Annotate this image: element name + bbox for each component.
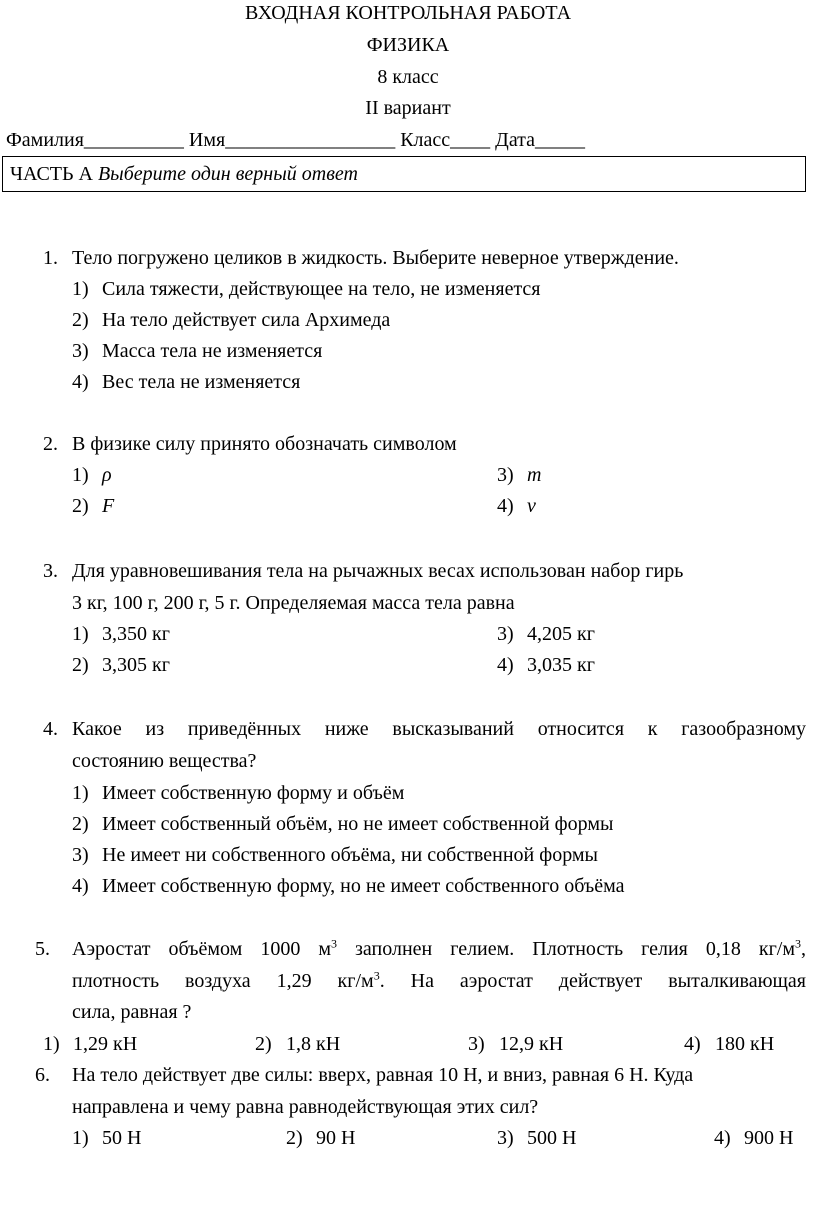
option-text: Вес тела не изменяется xyxy=(102,371,301,393)
option-text: 90 Н xyxy=(316,1127,356,1149)
part-label: ЧАСТЬ А xyxy=(10,163,93,185)
grade: 8 класс xyxy=(377,66,439,88)
option-number: 2) xyxy=(72,654,89,676)
question-text-line-2: направлена и чему равна равнодействующая этих сил? xyxy=(72,1096,539,1118)
option-text: Имеет собственную форму и объём xyxy=(102,782,405,804)
option-text: Сила тяжести, действующее на тело, не изменяется xyxy=(102,278,541,300)
question-text-line-1: Аэростат объёмом 1000 $м^3$ заполнен гелием. Плотность гелия 0,18 $кг/м^3$, xyxy=(72,936,807,960)
option-text: 900 Н xyxy=(744,1127,794,1149)
option-number: 4) xyxy=(684,1033,701,1055)
question-number: 6. xyxy=(35,1064,50,1086)
question-text-line-2: состоянию вещества? xyxy=(72,750,257,772)
option-text: Имеет собственный объём, но не имеет собственной формы xyxy=(102,813,614,835)
option-text: 180 кН xyxy=(715,1033,775,1055)
option-number: 1) xyxy=(72,623,89,645)
part-a-heading xyxy=(10,163,358,186)
option-number: 3) xyxy=(497,623,514,645)
option-text: 50 Н xyxy=(102,1127,142,1149)
option-text: ρ xyxy=(102,464,112,486)
question-text-line-1: Для уравновешивания тела на рычажных весах использован набор гирь xyxy=(72,560,684,582)
question-text: Тело погружено целиков в жидкость. Выберите неверное утверждение. xyxy=(72,247,679,269)
question-number: 2. xyxy=(43,433,58,455)
option-number: 2) xyxy=(255,1033,272,1055)
option-number: 2) xyxy=(72,309,89,331)
option-text: m xyxy=(527,464,542,486)
question-text: В физике силу принято обозначать символом xyxy=(72,433,457,455)
option-number: 4) xyxy=(72,875,89,897)
question-text-line-2: плотность воздуха 1,29 $кг/м^3$. На аэростат действует выталкивающая xyxy=(72,968,806,992)
option-number: 1) xyxy=(72,278,89,300)
variant: II вариант xyxy=(365,97,451,119)
option-number: 3) xyxy=(72,340,89,362)
option-number: 3) xyxy=(497,1127,514,1149)
option-number: 1) xyxy=(43,1033,60,1055)
option-text: v xyxy=(527,495,536,517)
option-text: Не имеет ни собственного объёма, ни собственной формы xyxy=(102,844,598,866)
student-info-fields: Фамилия__________ Имя_________________ Класс____ Дата_____ xyxy=(6,129,586,151)
option-number: 4) xyxy=(497,654,514,676)
option-number: 2) xyxy=(72,813,89,835)
document-title: ВХОДНАЯ КОНТРОЛЬНАЯ РАБОТА xyxy=(244,2,572,24)
option-number: 3) xyxy=(497,464,514,486)
option-number: 1) xyxy=(72,464,89,486)
option-text: 3,350 кг xyxy=(102,623,170,645)
option-text: Масса тела не изменяется xyxy=(102,340,323,362)
option-text: 3,305 кг xyxy=(102,654,170,676)
part-instruction: Выберите один верный ответ xyxy=(97,163,358,185)
option-number: 3) xyxy=(72,844,89,866)
question-text-line-3: сила, равная ? xyxy=(72,1001,192,1023)
subject: ФИЗИКА xyxy=(366,34,450,56)
option-number: 4) xyxy=(72,371,89,393)
option-text: 500 Н xyxy=(527,1127,577,1149)
option-text: 3,035 кг xyxy=(527,654,595,676)
question-text-line-1: Какое из приведённых ниже высказываний относится к газообразному xyxy=(72,718,806,740)
option-number: 1) xyxy=(72,1127,89,1149)
question-text-line-1: На тело действует две силы: вверх, равная 10 Н, и вниз, равная 6 Н. Куда xyxy=(72,1064,694,1086)
question-text-line-2: 3 кг, 100 г, 200 г, 5 г. Определяемая масса тела равна xyxy=(72,592,515,614)
option-text: 4,205 кг xyxy=(527,623,595,645)
option-text: На тело действует сила Архимеда xyxy=(102,309,391,331)
question-number: 4. xyxy=(43,718,58,740)
option-number: 1) xyxy=(72,782,89,804)
option-text: 1,29 кН xyxy=(73,1033,138,1055)
option-number: 2) xyxy=(286,1127,303,1149)
option-text: 1,8 кН xyxy=(286,1033,341,1055)
option-number: 4) xyxy=(714,1127,731,1149)
question-number: 5. xyxy=(35,938,50,960)
option-text: F xyxy=(102,495,115,517)
option-text: 12,9 кН xyxy=(499,1033,564,1055)
option-number: 4) xyxy=(497,495,514,517)
option-text: Имеет собственную форму, но не имеет собственного объёма xyxy=(102,875,625,897)
question-number: 1. xyxy=(43,247,58,269)
option-number: 2) xyxy=(72,495,89,517)
question-number: 3. xyxy=(43,560,58,582)
option-number: 3) xyxy=(468,1033,485,1055)
